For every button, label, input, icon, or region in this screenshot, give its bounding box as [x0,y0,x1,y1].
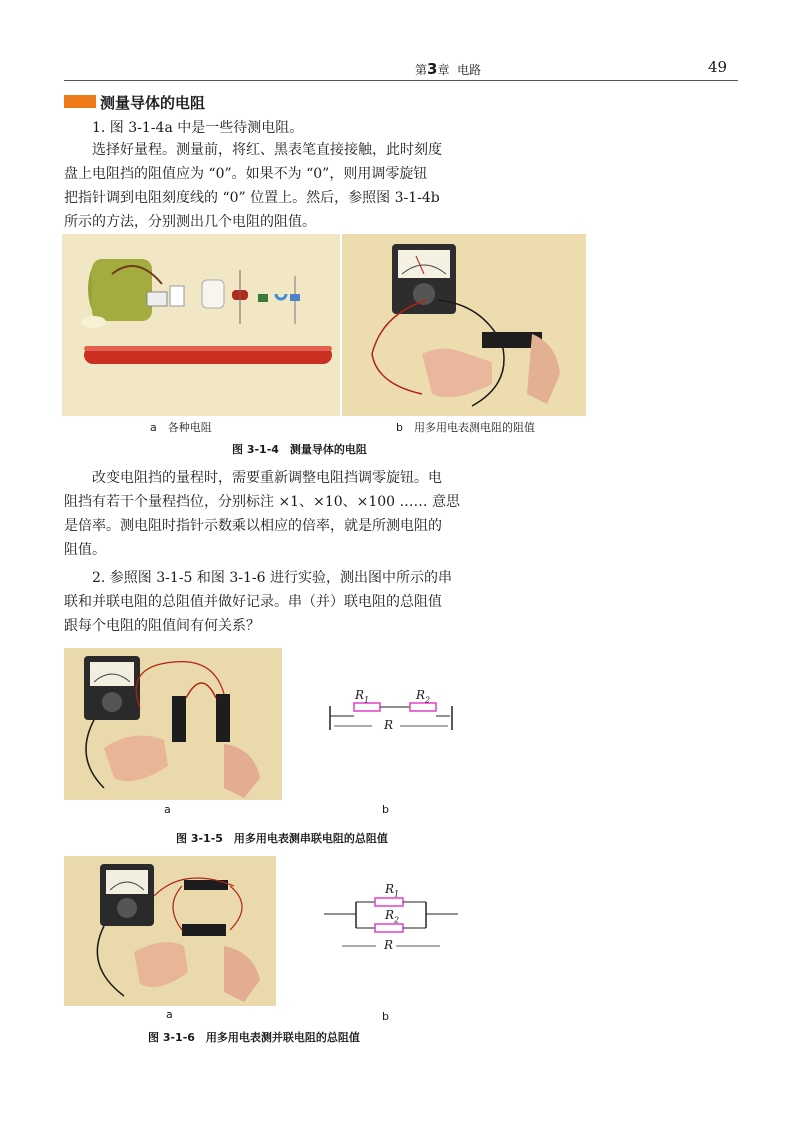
photo-measuring-resistance [342,234,586,416]
paragraph-2-cont: 盘上电阻挡的阻值应为 “0”。如果不为 “0”，则用调零旋钮 把指针调到电阻刻度线的 “0” 位置上。然后，参照图 3-1-4b 所示的方法，分别测出几个电阻的阻值。 [64,166,440,230]
caption-fig-3-1-4b: b 用多用电表测电阻的阻值 [396,421,535,434]
header-rule [64,80,738,81]
parallel-r2-label: $R_2$ [385,908,400,925]
paragraph-2: 选择好量程。测量前，将红、黑表笔直接接触，此时刻度 [92,142,442,158]
caption-fig-3-1-6b: b [382,1010,389,1023]
paragraph-4: 2. 参照图 3-1-5 和图 3-1-6 进行实验，测出图中所示的串 [92,570,452,586]
paragraph-3-cont: 阻挡有若干个量程挡位，分别标注 ×1、×10、×100 …… 意思 是倍率。测电阻时指针示数乘以相应的倍率，就是所测电阻的 阻值。 [64,494,460,558]
series-r2-label: $R_2$ [416,688,431,705]
figure-title-3-1-4: 图 3-1-4 测量导体的电阻 [232,443,367,456]
paragraph-1: 1. 图 3-1-4a 中是一些待测电阻。 [92,120,304,136]
caption-fig-3-1-5b: b [382,803,389,816]
parallel-r1-label: $R_1$ [385,882,400,899]
series-circuit-diagram [320,684,460,744]
caption-fig-3-1-6a: a [166,1008,173,1021]
section-marker [64,95,96,108]
chapter-title: 电路 [457,63,482,77]
chapter-number: 3 [427,60,438,78]
photo-parallel-resistors [64,856,276,1006]
photo-various-resistors [62,234,340,416]
caption-fig-3-1-5a: a [164,803,171,816]
figure-title-3-1-5: 图 3-1-5 用多用电表测串联电阻的总阻值 [176,832,388,845]
running-head: 第3章 电路 [415,60,482,78]
parallel-r-total-label: R [384,938,394,952]
figure-title-3-1-6: 图 3-1-6 用多用电表测并联电阻的总阻值 [148,1031,360,1044]
series-r1-label: $R_1$ [355,688,370,705]
caption-fig-3-1-4a: a 各种电阻 [150,421,212,434]
page-number: 49 [708,58,728,76]
series-r-total-label: R [384,718,394,732]
section-title: 测量导体的电阻 [100,94,206,112]
paragraph-4-cont: 联和并联电阻的总阻值并做好记录。串（并）联电阻的总阻值 跟每个电阻的阻值间有何关系？ [64,594,442,634]
photo-series-resistors [64,648,282,800]
paragraph-3: 改变电阻挡的量程时，需要重新调整电阻挡调零旋钮。电 [92,470,442,486]
